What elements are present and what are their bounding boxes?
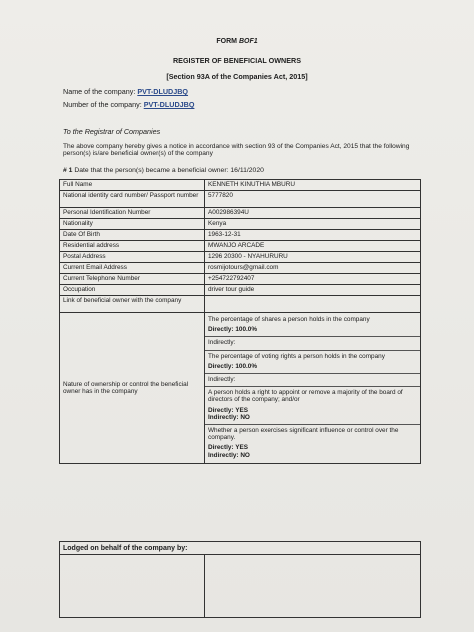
appoint-block	[205, 387, 420, 425]
row-label: Postal Address	[60, 252, 205, 263]
influence-directly: Directly: YES	[208, 444, 249, 452]
row-label: Personal Identification Number	[60, 208, 205, 219]
lodged-table	[59, 541, 421, 618]
shares-block	[205, 314, 420, 337]
influence-indirectly: Indirectly: NO	[208, 451, 250, 459]
lodged-cell-left	[60, 555, 205, 618]
beneficial-owner-table	[59, 179, 421, 464]
row-value: 1963-12-31	[205, 230, 421, 241]
table-row	[60, 219, 421, 230]
influence-block	[205, 425, 420, 462]
row-value: A002986394U	[205, 208, 421, 219]
table-row	[60, 180, 421, 191]
lodged-label: Lodged on behalf of the company by:	[60, 542, 421, 555]
voting-directly: Directly: 100.0%	[208, 362, 258, 370]
shares-directly: Directly: 100.0%	[208, 326, 258, 334]
company-name-value: PVT-DLUDJBQ	[137, 87, 189, 96]
table-row	[60, 285, 421, 296]
table-row	[60, 208, 421, 219]
row-label: Occupation	[60, 285, 205, 296]
voting-block	[205, 351, 420, 374]
shares-indirect-block	[205, 337, 420, 350]
nature-value	[205, 313, 421, 464]
row-label: Current Telephone Number	[60, 274, 205, 285]
row-value: MWANJO ARCADE	[205, 241, 421, 252]
table-row	[60, 191, 421, 208]
voting-indirectly: Indirectly:	[208, 376, 236, 384]
row-value: KENNETH KINUTHIA MBURU	[205, 180, 421, 191]
to-registrar: To the Registrar of Companies	[63, 127, 161, 136]
appoint-directly: Directly: YES	[208, 406, 249, 414]
nature-label: Nature of ownership or control the beneficial owner has in the company	[60, 313, 205, 464]
date-prefix: # 1	[63, 167, 73, 174]
appoint-indirectly: Indirectly: NO	[208, 413, 250, 421]
register-title: REGISTER OF BENEFICIAL OWNERS	[172, 56, 302, 65]
row-label: National identity card number/ Passport number	[60, 191, 205, 208]
lodged-header-row	[60, 542, 421, 555]
company-name-label: Name of the company:	[63, 87, 136, 96]
company-number-line	[63, 100, 194, 109]
form-title	[0, 38, 474, 45]
section-title: [Section 93A of the Companies Act, 2015]	[166, 72, 308, 81]
row-label: Full Name	[60, 180, 205, 191]
date-line	[63, 167, 264, 174]
form-title-code: BOF1	[238, 38, 258, 45]
company-number-value: PVT-DLUDJBQ	[143, 100, 195, 109]
voting-indirect-block	[205, 374, 420, 387]
row-value: 5777820	[205, 191, 421, 208]
voting-text: The percentage of voting rights a person holds in the company	[208, 352, 385, 360]
row-label: Date Of Birth	[60, 230, 205, 241]
form-title-prefix: FORM	[216, 38, 237, 45]
date-label: Date that the person(s) became a beneficial owner: 16/11/2020	[74, 167, 264, 174]
row-value: rosmijotours@gmail.com	[205, 263, 421, 274]
row-value: 1296 20300 - NYAHURURU	[205, 252, 421, 263]
lodged-row	[60, 555, 421, 618]
notice-text: The above company hereby gives a notice in accordance with section 93 of the Companies Act, 2015 that the following person(s) is/are beneficial owner(s) of the company	[63, 143, 410, 158]
row-value: +254722792407	[205, 274, 421, 285]
company-number-label: Number of the company:	[63, 100, 142, 109]
row-value	[205, 296, 421, 313]
row-label: Link of beneficial owner with the company	[60, 296, 205, 313]
table-row	[60, 296, 421, 313]
table-row	[60, 274, 421, 285]
table-row	[60, 241, 421, 252]
row-label: Nationality	[60, 219, 205, 230]
shares-text: The percentage of shares a person holds in the company	[208, 316, 370, 323]
row-value: Kenya	[205, 219, 421, 230]
row-value: driver tour guide	[205, 285, 421, 296]
table-row-nature	[60, 313, 421, 464]
table-row	[60, 230, 421, 241]
influence-text: Whether a person exercises significant influence or control over the company.	[208, 427, 399, 442]
appoint-text: A person holds a right to appoint or remove a majority of the board of directors of the company; and/or	[208, 389, 403, 404]
lodged-cell-right	[205, 555, 421, 618]
table-row	[60, 252, 421, 263]
row-label: Current Email Address	[60, 263, 205, 274]
company-name-line	[63, 87, 188, 96]
shares-indirectly: Indirectly:	[208, 339, 236, 347]
row-label: Residential address	[60, 241, 205, 252]
table-row	[60, 263, 421, 274]
